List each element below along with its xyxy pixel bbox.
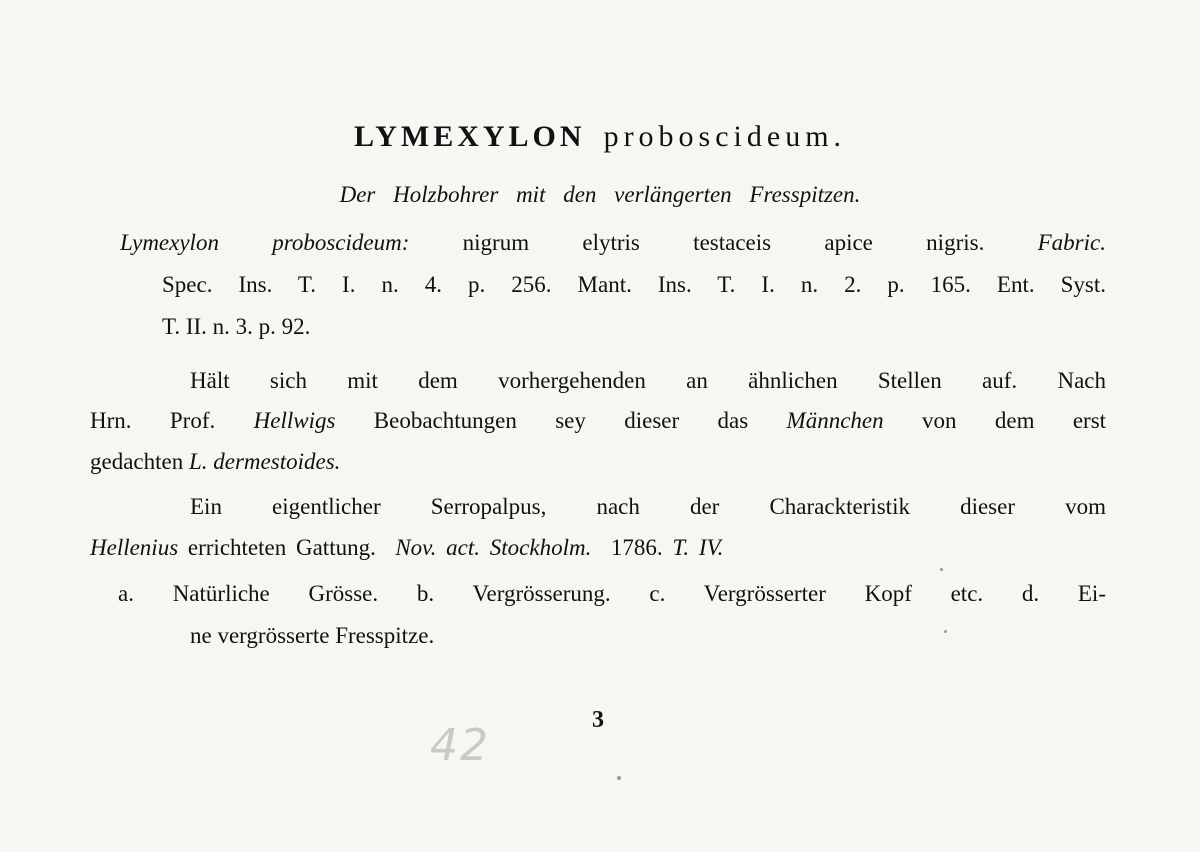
p1-text-gedachten: gedachten: [90, 449, 184, 474]
p1-text-e: von dem erst: [922, 408, 1107, 433]
paragraph-2-line-1: Ein eigentlicher Serropalpus, nach der Charackteristik dieser vom: [190, 494, 1106, 519]
p1-species-ref: L. dermestoides.: [188, 449, 341, 474]
p1-text-a: Hrn. Prof.: [90, 408, 216, 433]
handwritten-pencil-note: 42: [430, 720, 490, 771]
synonymy-line-1: [120, 231, 1106, 254]
paragraph-1-line-3: [90, 450, 340, 473]
figure-legend-line-1: a. Natürliche Grösse. b. Vergrösserung. c. Vergrösserter Kopf etc. d. Ei-: [118, 581, 1106, 606]
p2-journal: Nov. act. Stockholm.: [395, 535, 592, 560]
synonym-description: nigrum elytris testaceis apice nigris.: [462, 230, 985, 255]
species-name: proboscideum.: [603, 120, 847, 153]
p2-author: Hellenius: [90, 535, 179, 560]
p2-year: 1786.: [610, 535, 663, 560]
paragraph-2-line-2: [90, 536, 723, 559]
paper-speck: [940, 568, 943, 571]
species-title: [0, 122, 1200, 152]
synonymy-line-2: Spec. Ins. T. I. n. 4. p. 256. Mant. Ins. T. I. n. 2. p. 165. Ent. Syst.: [162, 272, 1106, 297]
synonymy-line-3: T. II. n. 3. p. 92.: [162, 314, 311, 339]
synonym-author: Fabric.: [1037, 230, 1106, 255]
paragraph-1-line-2: [90, 409, 1106, 432]
genus-name: LYMEXYLON: [353, 120, 586, 153]
p1-maennchen: Männchen: [786, 408, 884, 433]
synonym-name: Lymexylon proboscideum:: [120, 230, 410, 255]
paragraph-1-line-1: Hält sich mit dem vorhergehenden an ähnlichen Stellen auf. Nach: [190, 368, 1106, 393]
paper-speck: [944, 630, 947, 633]
p2-plate: T. IV.: [672, 535, 724, 560]
paper-speck: [617, 776, 621, 780]
p2-text: errichteten Gattung.: [187, 535, 376, 560]
common-name-subtitle: Der Holzbohrer mit den verlängerten Fresspitzen.: [339, 182, 861, 207]
p1-text-c: Beobachtungen sey dieser das: [373, 408, 749, 433]
figure-legend-line-2: ne vergrösserte Fresspitze.: [190, 623, 435, 648]
p1-author-name: Hellwigs: [253, 408, 336, 433]
page-number: 3: [592, 707, 604, 733]
